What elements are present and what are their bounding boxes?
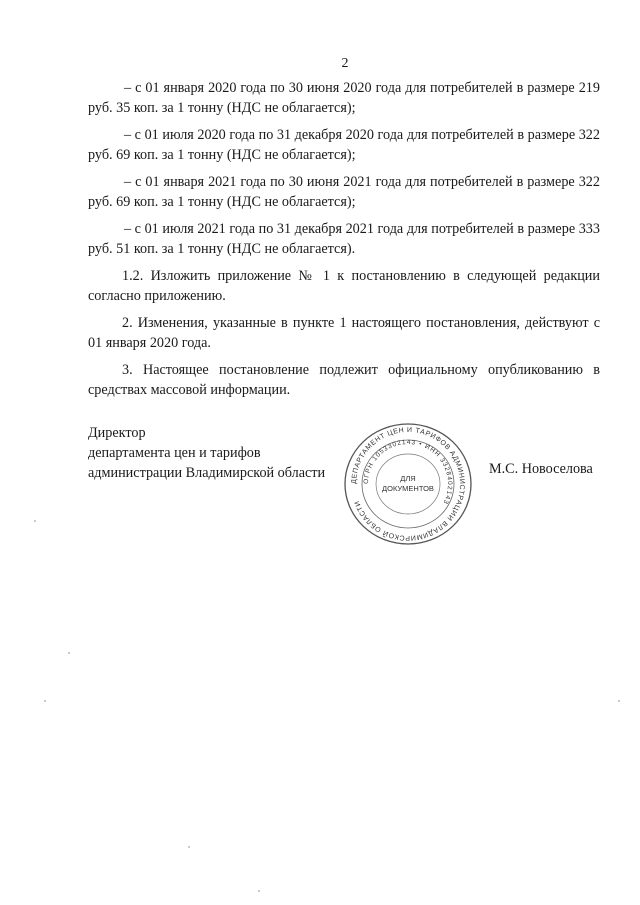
official-stamp (340, 420, 476, 548)
signer-administration: администрации Владимирской области (88, 465, 326, 481)
tariff-item-1: – с 01 января 2020 года по 30 июня 2020 года для потребителей в размере 219 руб. 35 коп. за 1 тонну (НДС не облагается); (88, 80, 600, 116)
tariff-item-3: – с 01 января 2021 года по 30 июня 2021 года для потребителей в размере 322 руб. 69 коп. за 1 тонну (НДС не облагается); (88, 174, 600, 210)
signer-department: департамента цен и тарифов (88, 445, 261, 461)
stamp-inner-text: ОГРН 1053302143 • ИНН 3328402143 (362, 438, 454, 506)
tariff-item-4: – с 01 июля 2021 года по 31 декабря 2021 года для потребителей в размере 333 руб. 51 коп. за 1 тонну (НДС не облагается). (88, 221, 600, 257)
stamp-seal-graphic (340, 420, 476, 548)
signer-title-block (88, 423, 325, 483)
stamp-center-line1: ДЛЯ (400, 474, 416, 483)
scan-speck (34, 520, 36, 522)
signer-position: Директор (88, 425, 146, 441)
document-body (88, 78, 600, 407)
signer-name: М.С. Новоселова (489, 461, 593, 477)
scan-speck (618, 700, 620, 702)
tariff-item-2: – с 01 июля 2020 года по 31 декабря 2020 года для потребителей в размере 322 руб. 69 коп. за 1 тонну (НДС не облагается); (88, 127, 600, 163)
page-number: 2 (341, 56, 349, 71)
scan-speck (188, 846, 190, 848)
stamp-center-line2: ДОКУМЕНТОВ (382, 484, 434, 493)
scan-speck (68, 652, 70, 654)
scan-speck (258, 890, 260, 892)
scan-speck (44, 700, 46, 702)
clause-3: 3. Настоящее постановление подлежит официальному опубликованию в средствах массовой информации. (88, 362, 600, 398)
clause-2: 2. Изменения, указанные в пункте 1 настоящего постановления, действуют с 01 января 2020 года. (88, 315, 600, 351)
stamp-outer-text: ДЕПАРТАМЕНТ ЦЕН И ТАРИФОВ АДМИНИСТРАЦИИ ВЛАДИМИРСКОЙ ОБЛАСТИ (350, 426, 466, 542)
clause-1-2: 1.2. Изложить приложение № 1 к постановлению в следующей редакции согласно приложению. (88, 268, 600, 304)
